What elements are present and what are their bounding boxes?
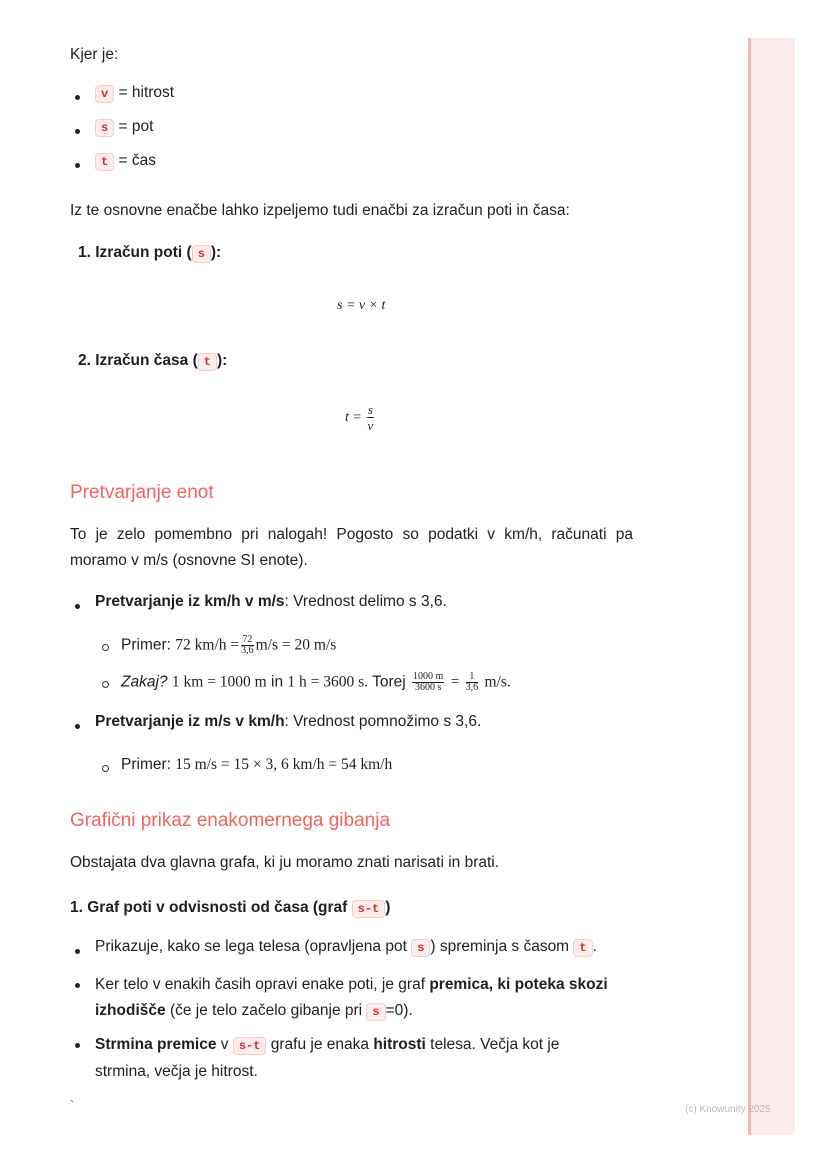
list-item — [78, 84, 174, 102]
bold-text: Pretvarjanje iz km/h v m/s — [95, 593, 285, 610]
item-text: grafu je enaka — [270, 1036, 370, 1053]
item-text: in — [271, 673, 284, 691]
math: = — [450, 673, 460, 691]
code-s: s — [95, 119, 114, 137]
list-item — [78, 938, 597, 956]
subheading — [70, 895, 640, 922]
formula-lhs: t = — [345, 409, 362, 425]
list-item — [78, 152, 156, 170]
item-text: = hitrost — [118, 84, 175, 101]
code-t: t — [95, 153, 114, 171]
list-item — [78, 713, 481, 731]
sub-list-item — [104, 635, 336, 656]
math: 1 h = 3600 s. — [287, 673, 369, 691]
item-text: = pot — [118, 118, 154, 135]
denominator: v — [367, 418, 374, 433]
step2-heading — [78, 348, 648, 375]
bold-text: Pretvarjanje iz m/s v km/h — [95, 713, 285, 730]
math: m/s = 20 m/s — [255, 636, 337, 654]
italic-text: Zakaj? — [121, 673, 168, 691]
step1-label: 1. Izračun poti ( — [78, 244, 192, 261]
step2-end: ): — [216, 352, 228, 369]
math: m/s. — [484, 673, 511, 691]
math: 1 km = 1000 m — [171, 673, 267, 691]
numerator: 72 — [242, 634, 253, 645]
code-s: s — [411, 939, 430, 957]
intro-text: Kjer je: — [70, 46, 119, 63]
item-text: : Vrednost delimo s 3,6. — [284, 593, 447, 610]
item-text: telesa. Večja kot je strmina, večja je hitrost. — [95, 1036, 560, 1080]
subheading-label: 1. Graf poti v odvisnosti od časa (graf — [70, 899, 348, 916]
code-s: s — [366, 1003, 385, 1021]
list-item — [78, 593, 447, 611]
step2-label: 2. Izračun časa ( — [78, 352, 198, 369]
denominator: 3,6 — [241, 645, 254, 656]
derive-text: Iz te osnovne enačbe lahko izpeljemo tudi enačbi za izračun poti in časa: — [70, 202, 570, 219]
page-margin-band — [748, 38, 795, 1135]
section-heading: Pretvarjanje enot — [70, 482, 214, 503]
bold-text: Strmina premice — [95, 1036, 217, 1053]
paragraph: Obstajata dva glavna grafa, ki ju moramo znati narisati in brati. — [70, 854, 500, 871]
sub-list-item — [104, 672, 511, 693]
code-s: s — [192, 245, 211, 263]
denominator: 3,6 — [465, 682, 479, 693]
step1-end: ): — [210, 244, 222, 261]
code-v: v — [95, 85, 114, 103]
math: 15 m/s = 15 × 3, 6 km/h = 54 km/h — [175, 756, 393, 773]
item-text: (če je telo začelo gibanje pri — [169, 1002, 363, 1019]
list-item — [78, 972, 638, 1025]
code-s-t: s-t — [233, 1037, 267, 1055]
math: 72 km/h = — [175, 636, 240, 654]
item-text: =0). — [385, 1002, 413, 1019]
item-text: Primer: — [121, 636, 171, 654]
step1-heading — [78, 240, 648, 267]
subheading-end: ) — [385, 899, 391, 916]
section-heading: Grafični prikaz enakomernega gibanja — [70, 810, 391, 831]
item-text: = čas — [118, 152, 156, 169]
sub-list-item — [104, 756, 392, 774]
paragraph: To je zelo pomembno pri nalogah! Pogosto so podatki v km/h, računati pa moramo v m/s (osnovne SI enote). — [70, 526, 633, 569]
list-item — [78, 118, 153, 136]
formula-t — [345, 402, 376, 433]
code-s-t: s-t — [352, 900, 386, 918]
bold-text: hitrosti — [373, 1036, 426, 1053]
list-item — [78, 1032, 598, 1085]
code-t: t — [573, 939, 592, 957]
item-text: : Vrednost pomnožimo s 3,6. — [284, 713, 482, 730]
numerator: 1000 m — [413, 671, 444, 682]
item-text: ) spreminja s časom — [430, 938, 570, 955]
bold-text: premica, ki poteka skozi izhodišče — [95, 976, 608, 1019]
denominator: 3600 s — [414, 682, 442, 693]
numerator: s — [367, 402, 373, 417]
numerator: 1 — [466, 672, 479, 683]
item-text: Primer: — [121, 756, 171, 773]
item-text: Torej — [372, 673, 406, 691]
footer-copyright: (c) Knowunity 2025 — [685, 1104, 771, 1115]
item-text: . — [592, 938, 597, 955]
item-text: v — [220, 1036, 229, 1053]
stray-mark: ` — [70, 1098, 74, 1112]
code-t: t — [198, 353, 217, 371]
item-text: Prikazuje, kako se lega telesa (opravljena pot — [95, 938, 407, 955]
formula-s: s = v × t — [337, 298, 386, 313]
item-text: Ker telo v enakih časih opravi enake poti, je graf — [95, 976, 425, 993]
